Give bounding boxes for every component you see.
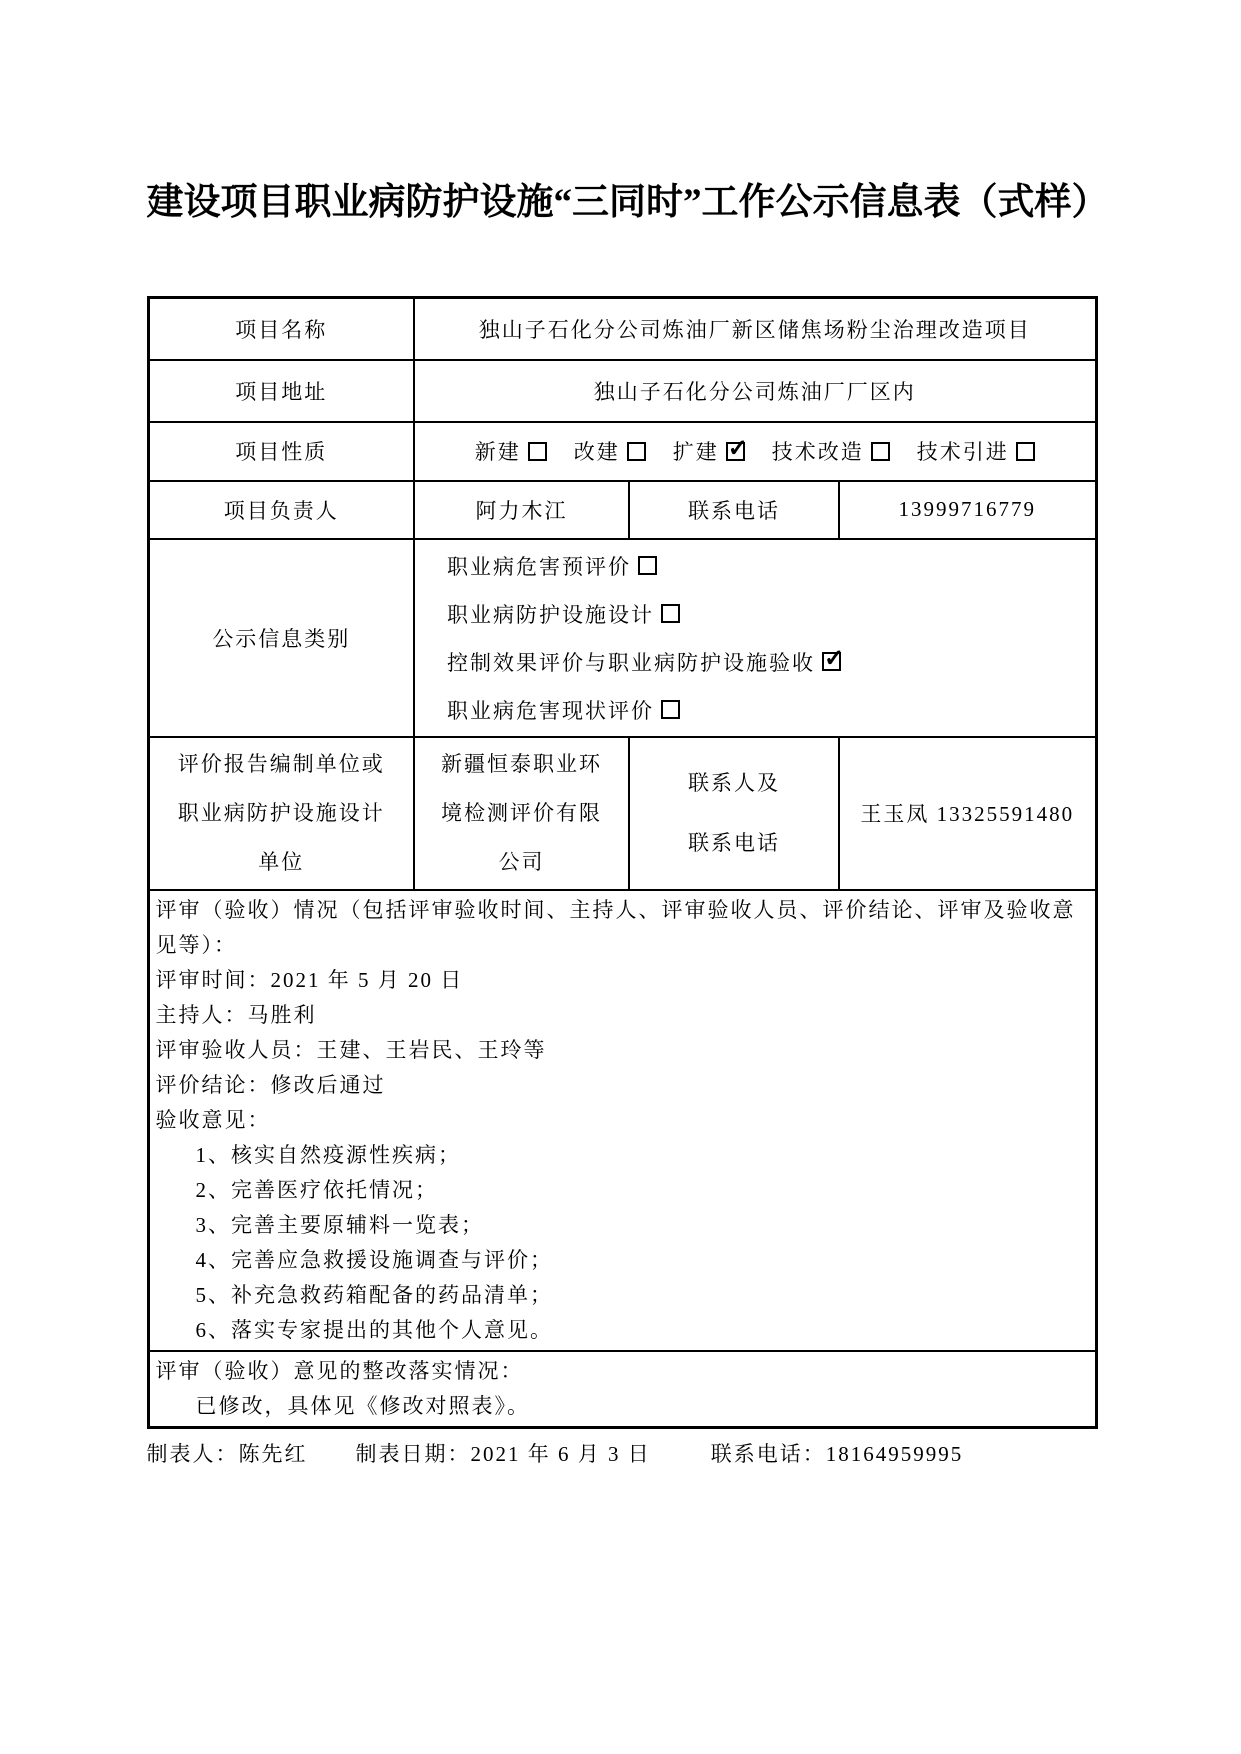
- info-category-options: [414, 539, 1096, 737]
- table-footer: [147, 1438, 1095, 1468]
- review-item: 5、补充急救药箱配备的药品清单；: [195, 1282, 553, 1307]
- option-pre-evaluation-label: 职业病危害预评价: [447, 554, 631, 579]
- review-section: [148, 890, 1096, 1351]
- project-nature-options: [414, 422, 1096, 481]
- footer-date: 制表日期：2021 年 6 月 3 日: [355, 1441, 651, 1466]
- review-item: 3、完善主要原辅料一览表；: [195, 1212, 484, 1237]
- project-address-label: 项目地址: [148, 360, 414, 422]
- checkbox-renovation-icon: [627, 442, 646, 461]
- option-tech-upgrade-label: 技术改造: [771, 440, 864, 464]
- agency-name: [414, 737, 629, 890]
- agency-contact-label-line: 联系人及: [688, 771, 780, 795]
- review-item: 6、落实专家提出的其他个人意见。: [195, 1317, 553, 1342]
- row-agency: [148, 737, 1096, 890]
- option-new-build-label: 新建: [474, 440, 521, 464]
- option-control-effect-acceptance-label: 控制效果评价与职业病防护设施验收: [447, 650, 815, 675]
- checkbox-new-build-icon: [528, 442, 547, 461]
- row-project-address: [148, 360, 1096, 422]
- agency-name-line: 新疆恒泰职业环: [441, 751, 602, 776]
- agency-contact-value: 王玉凤 13325591480: [839, 737, 1096, 890]
- rectification-heading: 评审（验收）意见的整改落实情况：: [155, 1358, 524, 1383]
- agency-label-line: 单位: [258, 849, 305, 874]
- agency-label: [148, 737, 414, 890]
- option-pre-evaluation: [421, 542, 1089, 590]
- form-table: [147, 296, 1098, 1429]
- project-nature-label: 项目性质: [148, 422, 414, 481]
- review-line-host: 主持人：马胜利: [155, 1002, 317, 1027]
- row-rectification-section: [148, 1351, 1096, 1428]
- rectification-line: 已修改，具体见《修改对照表》。: [195, 1393, 530, 1418]
- option-facility-design: [421, 590, 1089, 638]
- option-expansion: [673, 436, 745, 466]
- row-review-section: [148, 890, 1096, 1351]
- option-new-build: [475, 436, 547, 466]
- checkbox-expansion-icon: [726, 442, 745, 461]
- review-line-time: 评审时间：2021 年 5 月 20 日: [155, 967, 464, 992]
- page-title: 建设项目职业病防护设施“三同时”工作公示信息表（式样）: [146, 182, 1109, 223]
- agency-label-line: 评价报告编制单位或: [177, 751, 385, 776]
- option-renovation-label: 改建: [573, 440, 620, 464]
- review-heading: 评审（验收）情况（包括评审验收时间、主持人、评审验收人员、评价结论、评审及验收意见等）：: [155, 897, 1076, 957]
- option-renovation: [574, 436, 646, 466]
- rectification-section: [148, 1351, 1096, 1428]
- option-facility-design-label: 职业病防护设施设计: [447, 602, 654, 627]
- leader-phone-label: 联系电话: [629, 481, 839, 539]
- row-project-nature: [148, 422, 1096, 481]
- option-tech-import: [917, 436, 1035, 466]
- row-project-name: [148, 298, 1096, 360]
- option-status-evaluation: [421, 686, 1089, 734]
- option-expansion-label: 扩建: [672, 440, 719, 464]
- checkbox-tech-import-icon: [1016, 442, 1035, 461]
- checkbox-status-evaluation-icon: [661, 700, 680, 719]
- footer-phone: 联系电话：18164959995: [710, 1441, 964, 1466]
- project-address-value: 独山子石化分公司炼油厂厂区内: [414, 360, 1096, 422]
- project-name-label: 项目名称: [148, 298, 414, 360]
- option-tech-upgrade: [772, 436, 890, 466]
- checkbox-facility-design-icon: [661, 604, 680, 623]
- review-item: 4、完善应急救援设施调查与评价；: [195, 1247, 553, 1272]
- agency-label-line: 职业病防护设施设计: [177, 800, 385, 825]
- checkbox-control-effect-acceptance-icon: [822, 652, 841, 671]
- checkbox-tech-upgrade-icon: [871, 442, 890, 461]
- review-line-conclusion: 评价结论：修改后通过: [155, 1072, 386, 1097]
- info-category-label: 公示信息类别: [148, 539, 414, 737]
- review-item: 2、完善医疗依托情况；: [195, 1177, 438, 1202]
- footer-maker: 制表人：陈先红: [146, 1441, 308, 1466]
- agency-name-line: 境检测评价有限: [441, 800, 602, 825]
- agency-contact-label: [629, 737, 839, 890]
- review-line-personnel: 评审验收人员：王建、王岩民、王玲等: [155, 1037, 547, 1062]
- checkbox-pre-evaluation-icon: [638, 556, 657, 575]
- option-tech-import-label: 技术引进: [916, 440, 1009, 464]
- project-leader-label: 项目负责人: [148, 481, 414, 539]
- document-page: [146, 0, 1109, 1468]
- option-status-evaluation-label: 职业病危害现状评价: [447, 698, 654, 723]
- agency-contact-label-line: 联系电话: [688, 831, 780, 855]
- agency-name-line: 公司: [498, 849, 545, 874]
- project-name-value: 独山子石化分公司炼油厂新区储焦场粉尘治理改造项目: [414, 298, 1096, 360]
- review-line-opinions: 验收意见：: [155, 1107, 271, 1132]
- option-control-effect-acceptance: [421, 638, 1089, 686]
- leader-phone-value: 13999716779: [839, 481, 1096, 539]
- review-item: 1、核实自然疫源性疾病；: [195, 1142, 461, 1167]
- row-info-category: [148, 539, 1096, 737]
- project-leader-name: 阿力木江: [414, 481, 629, 539]
- row-project-leader: [148, 481, 1096, 539]
